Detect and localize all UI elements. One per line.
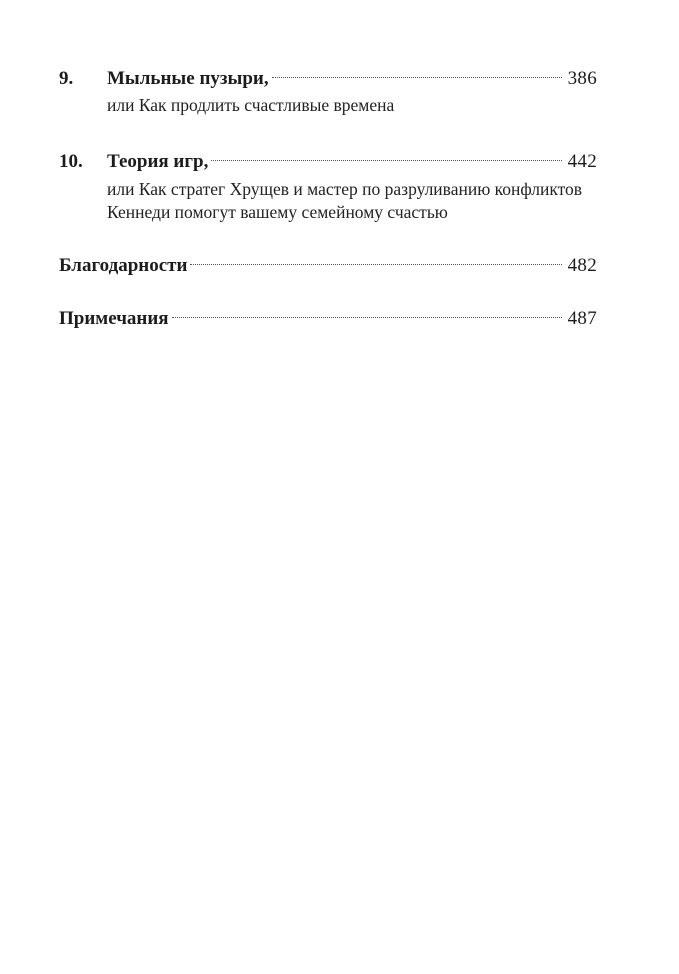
section-title: Примечания (59, 308, 169, 329)
table-of-contents (59, 64, 597, 334)
toc-entry-notes (59, 304, 597, 334)
toc-entry-line (59, 304, 597, 334)
chapter-number: 9. (59, 68, 74, 89)
dot-leader (211, 160, 561, 161)
toc-entry-line (59, 64, 597, 94)
page-number: 442 (567, 151, 597, 172)
toc-entry-chapter-9 (59, 64, 597, 117)
chapter-number: 10. (59, 151, 83, 172)
dot-leader (172, 317, 562, 318)
dot-leader (190, 264, 561, 265)
section-title: Благодарности (59, 255, 188, 276)
chapter-subtitle: или Как стратег Хрущев и мастер по разруливанию конфликтов Кеннеди помогут вашему семейному счастью (107, 179, 583, 222)
toc-entry-line (59, 147, 597, 177)
chapter-title: Теория игр, (107, 151, 209, 172)
toc-entry-line (59, 251, 597, 281)
toc-entry-chapter-10 (59, 147, 597, 224)
chapter-subtitle: или Как продлить счастливые времена (107, 95, 395, 115)
page-number: 386 (567, 68, 597, 89)
dot-leader (272, 77, 562, 78)
toc-entry-acknowledgements (59, 251, 597, 281)
page-number: 487 (567, 308, 597, 329)
chapter-title: Мыльные пузыри, (107, 68, 269, 89)
page-number: 482 (567, 255, 597, 276)
